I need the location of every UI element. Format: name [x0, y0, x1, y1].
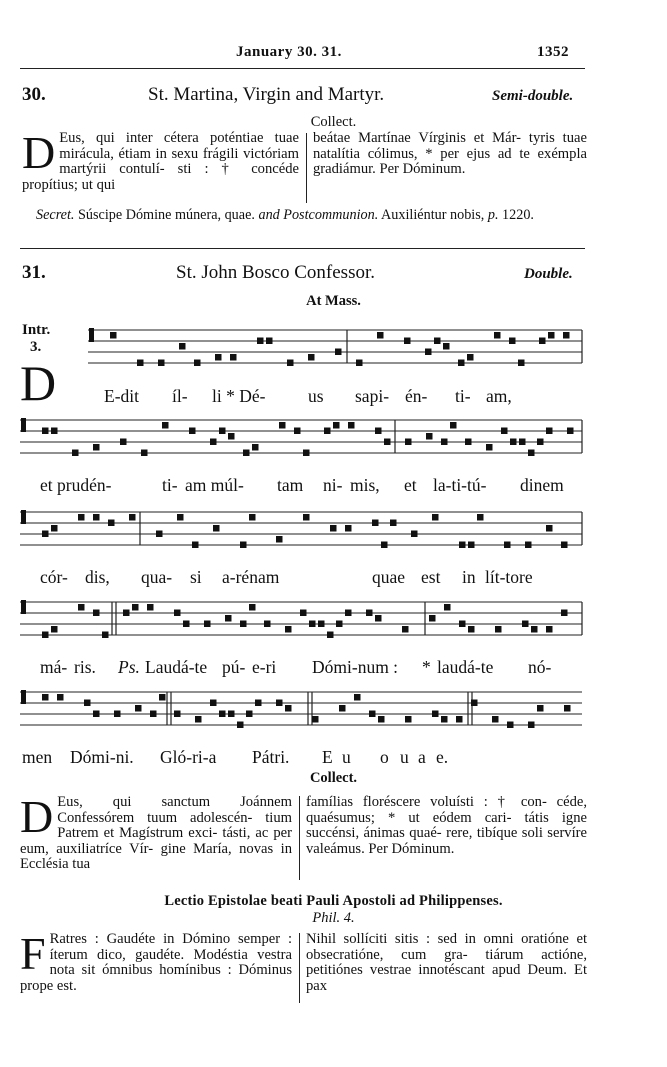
neume [93, 711, 100, 718]
neume [183, 621, 190, 628]
chant-initial: D [20, 355, 57, 411]
neume [375, 428, 382, 435]
neume [561, 542, 568, 549]
neume [372, 520, 379, 527]
neume [501, 428, 508, 435]
neume [504, 542, 511, 549]
lesson-initial: F [20, 928, 46, 979]
neume [210, 439, 217, 446]
neume [42, 428, 49, 435]
feast-31-title: St. John Bosco Confessor. [176, 262, 375, 283]
neume [477, 514, 484, 521]
neume [564, 705, 571, 712]
neume [432, 514, 439, 521]
neume [459, 621, 466, 628]
neume [276, 700, 283, 707]
lyric-4-5: u [342, 747, 351, 767]
neume [42, 632, 49, 639]
neume [465, 439, 472, 446]
neume [471, 700, 478, 707]
feast-30-collect-right: beátae Martínae Vírginis et Már- tyris tuae natalítia cólimus, * per ejus ad te exémpla gradiámur. Per Dóminum. [313, 130, 587, 177]
lyric-2-5: quae [372, 567, 406, 587]
neume [120, 439, 127, 446]
neume [507, 722, 514, 729]
feast-30-title: St. Martina, Virgin and Martyr. [148, 84, 385, 105]
column-divider [299, 796, 300, 880]
neume [546, 525, 553, 532]
neume [57, 694, 64, 701]
neume [194, 360, 201, 367]
neume [450, 422, 457, 429]
lyric-0-3: us [308, 386, 324, 406]
neume [237, 722, 244, 729]
neume [348, 422, 355, 429]
neume [377, 332, 384, 339]
lyric-2-0: cór- [40, 567, 68, 587]
neume [141, 450, 148, 457]
neume [228, 711, 235, 718]
neume [264, 621, 271, 628]
neume [279, 422, 286, 429]
lyric-0-0: E-dit [104, 386, 139, 406]
lyric-3-8: laudá-te [437, 657, 494, 677]
lyric-4-2: Gló-ri-a [160, 747, 217, 767]
introit-label: Intr. [22, 322, 51, 338]
neume [78, 604, 85, 611]
neume [531, 626, 538, 633]
neume [285, 626, 292, 633]
lyric-4-4: E [322, 747, 333, 767]
neume [150, 711, 157, 718]
postcommunion-label: Postcommunion. [283, 207, 379, 223]
running-title: January 30. 31. [236, 44, 342, 60]
lesson-ref: Phil. 4. [312, 910, 355, 926]
lyric-2-6: est [421, 567, 441, 587]
lyric-3-9: nó- [528, 657, 552, 677]
neume [563, 332, 570, 339]
neume [378, 716, 385, 723]
feast-30-collect-left-text: Eus, qui inter cétera poténtiae tuae mirácula, étiam in sexu frágili victóriam martýrii contulí- sti : † concéde propítius; ut qui [22, 130, 299, 193]
lyric-4-9: e. [436, 747, 449, 767]
lyric-1-8: dinem [520, 475, 564, 495]
neume [243, 450, 250, 457]
lyric-0-6: ti- [455, 386, 471, 406]
lyric-3-5: e-ri [252, 657, 277, 677]
feast-30-collect-heading: Collect. [310, 114, 357, 130]
lyric-3-0: má- [40, 657, 68, 677]
lyric-1-6: et [404, 475, 417, 495]
lyric-1-5: mis, [350, 475, 380, 495]
neume [210, 700, 217, 707]
neume [468, 542, 475, 549]
neume [434, 338, 441, 345]
lyric-4-0: men [22, 747, 53, 767]
neume [156, 531, 163, 538]
neume [324, 428, 331, 435]
neume [246, 711, 253, 718]
lesson-title: Lectio Epistolae beati Pauli Apostoli ad Philippenses. [164, 893, 503, 909]
neume [215, 354, 222, 361]
neume [539, 338, 546, 345]
neume [240, 542, 247, 549]
neume [369, 711, 376, 718]
neume [204, 621, 211, 628]
neume [456, 716, 463, 723]
feast-31-collect-right: famílias floréscere voluísti : † con- céde, quaésumus; * ut eódem cari- tátis igne succénsi, ánimas quaé- rere, tibíque soli servíre valeámus. Per Dóminum. [306, 794, 587, 857]
neume [252, 444, 259, 451]
neume [443, 343, 450, 350]
lyric-3-6: Dómi-num : [312, 657, 399, 677]
lyric-2-4: a-rénam [222, 567, 280, 587]
lyric-3-3: Laudá-te [145, 657, 208, 677]
neume [459, 542, 466, 549]
feast-31-collect-initial: D [20, 791, 54, 842]
lyric-4-6: o [380, 747, 389, 767]
neume [300, 610, 307, 617]
lesson-right: Nihil sollíciti sitis : sed in omni oratióne et obsecratióne, cum gra- tiárum actióne, petitiónes vestrae innotéscant apud Deum. Et pax [306, 931, 587, 994]
neume [411, 531, 418, 538]
lyric-2-3: si [190, 567, 202, 587]
mass-heading: At Mass. [306, 293, 361, 309]
lesson-left-text: Ratres : Gaudéte in Dómino semper : íterum dico, gaudéte. Modéstia vestra nota sit ómnibus homínibus : Dóminus prope est. [20, 931, 292, 994]
neume [441, 439, 448, 446]
feast-31-collect-left-text: Eus, qui sanctum Joánnem Confessórem tuum adolescén- tium Patrem et Magístrum exci- tásti, ac per eum, auxiliatríce Vír- gine María, novas in Ecclésia tua [20, 794, 292, 872]
neume [405, 716, 412, 723]
neume [257, 338, 264, 345]
lyric-1-4: ni- [323, 475, 343, 495]
neume [213, 525, 220, 532]
neume [287, 360, 294, 367]
clef [21, 600, 26, 614]
lesson-left [20, 928, 292, 994]
clef [89, 328, 94, 342]
clef [21, 510, 26, 524]
neume [230, 354, 237, 361]
feast-31-collect-heading: Collect. [309, 770, 358, 786]
neume [336, 621, 343, 628]
clef [21, 690, 26, 704]
neume [42, 531, 49, 538]
neume [129, 514, 136, 521]
lyric-0-7: am, [486, 386, 512, 406]
neume [266, 338, 273, 345]
neume [225, 615, 232, 622]
neume [327, 632, 334, 639]
neume [249, 514, 256, 521]
introit-mode: 3. [30, 339, 42, 355]
neume [137, 360, 144, 367]
neume [294, 428, 301, 435]
page-ref-label: p. [487, 207, 499, 223]
neume [219, 428, 226, 435]
neume [404, 338, 411, 345]
feast-31-day: 31. [22, 262, 46, 283]
neume [467, 354, 474, 361]
neume [518, 360, 525, 367]
neume [303, 450, 310, 457]
lyric-3-2: Ps. [118, 657, 140, 677]
lyric-2-2: qua- [141, 567, 173, 587]
neume [72, 450, 79, 457]
neume [384, 439, 391, 446]
neume [468, 626, 475, 633]
neume [345, 610, 352, 617]
neume [110, 332, 117, 339]
neume [51, 525, 58, 532]
neume [444, 604, 451, 611]
neume [162, 422, 169, 429]
neume [546, 428, 553, 435]
feast-31-rank: Double. [524, 266, 573, 282]
neume [390, 520, 397, 527]
neume [179, 343, 186, 350]
neume [494, 332, 501, 339]
neume [522, 621, 529, 628]
neume [492, 716, 499, 723]
feast-30-day: 30. [22, 84, 46, 105]
lyric-2-1: dis, [85, 567, 110, 587]
lyric-4-1: Dómi-ni. [70, 747, 134, 767]
neume [219, 711, 226, 718]
neume [458, 360, 465, 367]
neume [42, 694, 49, 701]
lyric-0-2: li * Dé- [212, 386, 266, 406]
neume [174, 711, 181, 718]
neume [366, 610, 373, 617]
neume [123, 610, 130, 617]
lyric-1-0: et prudén- [40, 475, 112, 495]
neume [339, 705, 346, 712]
lyric-3-1: ris. [74, 657, 96, 677]
column-divider [299, 933, 300, 1003]
lyric-0-5: én- [405, 386, 428, 406]
neume [255, 700, 262, 707]
neume [441, 716, 448, 723]
neume [345, 525, 352, 532]
neume [356, 360, 363, 367]
neume [546, 626, 553, 633]
neume [195, 716, 202, 723]
neume [402, 626, 409, 633]
neume [525, 542, 532, 549]
neume [192, 542, 199, 549]
secret-text: Súscipe Dómine múnera, quae. [78, 207, 255, 223]
neume [432, 711, 439, 718]
lyric-0-4: sapi- [355, 386, 390, 406]
neume [381, 542, 388, 549]
neume [335, 349, 342, 356]
neume [509, 338, 516, 345]
neume [174, 610, 181, 617]
secret-label: Secret. [36, 207, 75, 223]
neume [309, 621, 316, 628]
neume [108, 520, 115, 527]
neume [486, 444, 493, 451]
neume [528, 722, 535, 729]
neume [354, 694, 361, 701]
neume [429, 615, 436, 622]
neume [561, 610, 568, 617]
neume [405, 439, 412, 446]
neume [330, 525, 337, 532]
lyric-1-7: la-ti-tú- [433, 475, 487, 495]
neume [158, 360, 165, 367]
feast-30-collect-initial: D [22, 127, 56, 178]
page-ref: 1220. [502, 207, 534, 223]
neume [177, 514, 184, 521]
neume [228, 433, 235, 440]
neume [147, 604, 154, 611]
feast-30-rank: Semi-double. [492, 88, 574, 104]
lyric-1-1: ti- [162, 475, 178, 495]
postcommunion-text: Auxiliéntur nobis, [381, 207, 485, 223]
neume [240, 621, 247, 628]
neume [567, 428, 574, 435]
page-number: 1352 [537, 44, 569, 60]
neume [78, 514, 85, 521]
neume [285, 705, 292, 712]
neume [189, 428, 196, 435]
neume [102, 632, 109, 639]
neume [51, 428, 58, 435]
neume [51, 626, 58, 633]
lyric-4-3: Pátri. [252, 747, 290, 767]
neume [510, 439, 517, 446]
neume [426, 433, 433, 440]
neume [276, 536, 283, 543]
neume [93, 610, 100, 617]
neume [135, 705, 142, 712]
neume [159, 694, 166, 701]
lyric-2-8: lít-tore [485, 567, 533, 587]
neume [537, 705, 544, 712]
lyric-1-3: tam [277, 475, 304, 495]
neume [528, 450, 535, 457]
lyric-4-8: a [418, 747, 426, 767]
clef [21, 418, 26, 432]
lyric-3-4: pú- [222, 657, 246, 677]
neume [548, 332, 555, 339]
neume [114, 711, 121, 718]
lyric-1-2: am múl- [185, 475, 244, 495]
neume [495, 626, 502, 633]
neume [303, 514, 310, 521]
neume [519, 439, 526, 446]
neume [537, 439, 544, 446]
neume [318, 621, 325, 628]
lyric-4-7: u [400, 747, 409, 767]
neume [333, 422, 340, 429]
neume [425, 349, 432, 356]
feast-31-collect-left [20, 791, 292, 873]
neume [249, 604, 256, 611]
neume [93, 444, 100, 451]
neume [84, 700, 91, 707]
and-label: and [258, 207, 280, 223]
neume [132, 604, 139, 611]
lyric-2-7: in [462, 567, 476, 587]
lyric-3-7: * [422, 657, 431, 677]
neume [308, 354, 315, 361]
neume [93, 514, 100, 521]
lyric-0-1: íl- [172, 386, 188, 406]
neume [375, 615, 382, 622]
neume [312, 716, 319, 723]
